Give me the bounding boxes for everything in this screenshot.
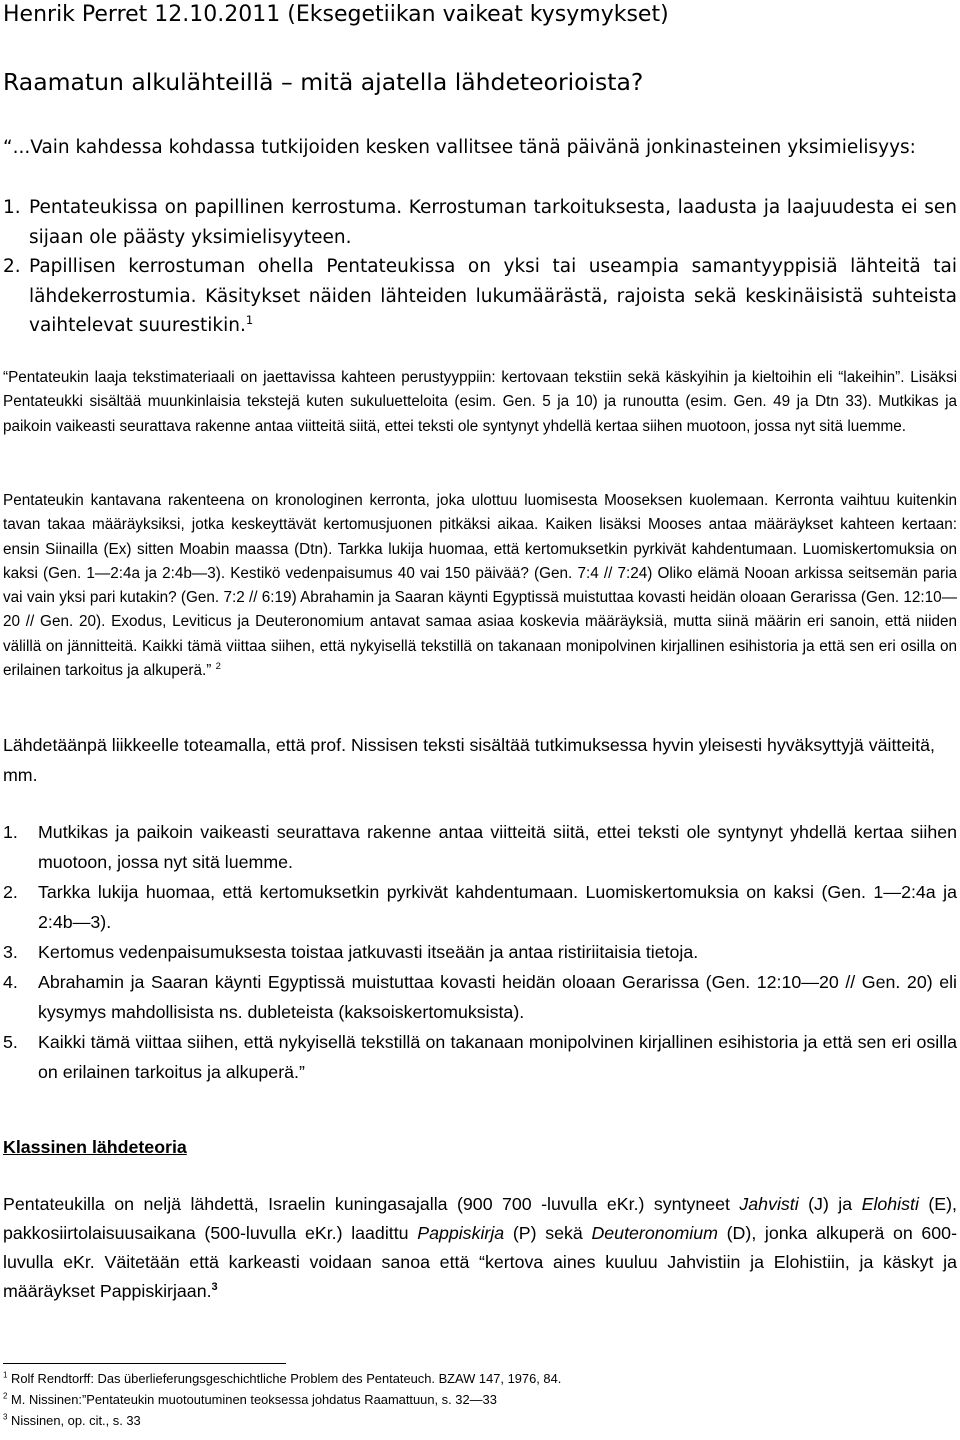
- footnote: [3, 1410, 957, 1431]
- footnote: [3, 1389, 957, 1410]
- footnote-divider: [3, 1363, 286, 1364]
- list-item: [3, 252, 957, 341]
- list-item: [3, 877, 957, 937]
- footnote-number: 3: [3, 1412, 8, 1422]
- footnote-number: 2: [3, 1391, 8, 1401]
- consensus-list: [3, 193, 957, 341]
- list-item-number: 4.: [3, 972, 18, 992]
- quote-intro: “...Vain kahdessa kohdassa tutkijoiden kesken vallitsee tänä päivänä jonkinasteinen yksimielisyys:: [3, 137, 916, 158]
- list-item-text: Abrahamin ja Saaran käynti Egyptissä muistuttaa kovasti heidän oloaan Gerarissa (Gen. 12:10—20 // Gen. 20) eli kysymys mahdollisista ns. dubleteista (kaksoiskertomuksista).: [38, 972, 957, 1022]
- list-item-text: Mutkikas ja paikoin vaikeasti seurattava rakenne antaa viitteitä siitä, ettei teksti ole syntynyt yhdellä kertaa siihen muotoon, jossa nyt sitä luemme.: [38, 822, 957, 872]
- footnote-text: Rolf Rendtorff: Das überlieferungsgeschichtliche Problem des Pentateuch. BZAW 147, 1976, 84.: [11, 1371, 562, 1386]
- list-item-text: Kertomus vedenpaisumuksesta toistaa jatkuvasti itseään ja antaa ristiriitaisia tietoja.: [38, 942, 699, 962]
- list-item-text: Tarkka lukija huomaa, että kertomuksetkin pyrkivät kahdentumaan. Luomiskertomuksia on kaksi (Gen. 1—2:4a ja 2:4b—3).: [38, 882, 957, 932]
- list-item-number: 5.: [3, 1032, 18, 1052]
- theory-text: Pentateukilla on neljä lähdettä, Israelin kuningasajalla (900 700 -luvulla eKr.) syntyneet: [3, 1194, 740, 1214]
- list-item-text: Kaikki tämä viittaa siihen, että nykyisellä tekstillä on takanaan monipolvinen kirjallinen esihistoria ja että sen eri osilla on erilainen tarkoitus ja alkuperä.”: [38, 1032, 957, 1082]
- source-name-pappiskirja: Pappiskirja: [417, 1223, 505, 1243]
- paragraph-text: Pentateukin kantavana rakenteena on kronologinen kerronta, joka ulottuu luomisesta Mooseksen kuolemaan. Kerronta vaihtuu kuitenkin tavan takaa määräyksiksi, jotka keskeyttävät kertomusjuonen pitkäksi aikaa. Kaiken lisäksi Mooses antaa määräykset kahteen kertaan: ensin Siinailla (Ex) sitten Moabin maassa (Dtn). Tarkka lukija huomaa, että kertomuksetkin pyrkivät kahdentumaan. Luomiskertomuksia on kaksi (Gen. 1—2:4a ja 2:4b—3). Kestikö vedenpaisumus 40 vai 150 päivää? (Gen. 7:4 // 7:24) Oliko elämä Nooan arkissa seitsemän paria vai vain yksi pari kutakin? (Gen. 7:2 // 6:19) Abrahamin ja Saaran käynti Egyptissä muistuttaa kovasti heidän oloaan Gerarissa (Gen. 12:10—20 // Gen. 20). Exodus, Leviticus ja Deuteronomium antavat samaa asiaa koskevia määräyksiä, mutta siinä määrin eri sanoin, että niiden välillä on jännitteitä. Kaikki tämä viittaa siihen, että nykyisellä tekstillä on takanaan monipolvinen kirjallinen esihistoria ja että sen eri osilla on erilainen tarkoitus ja alkuperä.”: [3, 492, 957, 680]
- list-item: [3, 967, 957, 1027]
- source-name-jahvisti: Jahvisti: [739, 1194, 799, 1214]
- quote-paragraph: “Pentateukin laaja tekstimateriaali on jaettavissa kahteen perustyyppiin: kertovaan tekstiin sekä käskyihin ja kieltoihin eli “lakeihin”. Lisäksi Pentateukki sisältää muunkinlaisia tekstejä kuten sukuluetteloita (esim. Gen. 5 ja 10) ja runoutta (esim. Gen. 49 ja Dtn 33). Mutkikas ja paikoin vaikeasti seurattava rakenne antaa viitteitä siitä, ettei teksti ole syntynyt yhdellä kertaa siihen muotoon, jossa nyt sitä luemme.: [3, 369, 957, 435]
- footnote: [3, 1368, 957, 1389]
- list-item-number: 1.: [3, 822, 18, 842]
- list-item-number: 2.: [3, 256, 21, 277]
- list-item-number: 1.: [3, 197, 21, 218]
- footnote-number: 1: [3, 1370, 8, 1380]
- theory-text: (J) ja: [798, 1194, 862, 1214]
- list-item: [3, 937, 957, 967]
- list-item: [3, 193, 957, 252]
- theory-paragraph: [3, 1190, 957, 1306]
- footnote-ref[interactable]: 1: [245, 312, 254, 327]
- points-list: [3, 817, 957, 1087]
- footnotes: [3, 1368, 957, 1431]
- footnote-ref[interactable]: 2: [215, 660, 221, 672]
- page-title: Raamatun alkulähteillä – mitä ajatella lähdeteorioista?: [3, 68, 644, 96]
- conclusion-paragraph: Lähdetäänpä liikkeelle toteamalla, että prof. Nissisen teksti sisältää tutkimuksessa hyvin yleisesti hyväksyttyjä väitteitä, mm.: [3, 735, 935, 785]
- footnote-ref[interactable]: 3: [211, 1281, 218, 1294]
- theory-text: (P) sekä: [504, 1223, 592, 1243]
- source-name-elohisti: Elohisti: [861, 1194, 919, 1214]
- list-item: [3, 817, 957, 877]
- footnote-text: M. Nissinen:”Pentateukin muotoutuminen teoksessa johdatus Raamattuun, s. 32—33: [11, 1392, 497, 1407]
- theory-text: (E), pakkosiirtolaisuusaikana (500-luvulla eKr.) laadittu: [3, 1194, 957, 1243]
- list-item: [3, 1027, 957, 1087]
- list-item-number: 3.: [3, 942, 18, 962]
- section-heading: Klassinen lähdeteoria: [3, 1137, 187, 1157]
- list-item-text: Pentateukissa on papillinen kerrostuma. Kerrostuman tarkoituksesta, laadusta ja laajuudesta ei sen sijaan ole päästy yksimielisyyteen.: [29, 197, 957, 248]
- document-header: Henrik Perret 12.10.2011 (Eksegetiikan vaikeat kysymykset): [3, 2, 669, 27]
- list-item-text: Papillisen kerrostuman ohella Pentateukissa on yksi tai useampia samantyyppisiä lähteitä tai lähdekerrostumia. Käsitykset näiden lähteiden lukumäärästä, rajoista sekä keskinäisistä suhteista vaihtelevat suurestikin.: [29, 256, 957, 336]
- theory-text: (D), jonka alkuperä on 600-luvulla eKr. Väitetään että karkeasti voidaan sanoa että “kertova aines kuuluu Jahvistiin ja Elohistiin, ja käskyt ja määräykset Pappiskirjaan.: [3, 1223, 957, 1301]
- pentateuch-paragraph: [3, 489, 957, 683]
- source-name-deuteronomium: Deuteronomium: [591, 1223, 718, 1243]
- list-item-number: 2.: [3, 882, 18, 902]
- footnote-text: Nissinen, op. cit., s. 33: [11, 1413, 141, 1428]
